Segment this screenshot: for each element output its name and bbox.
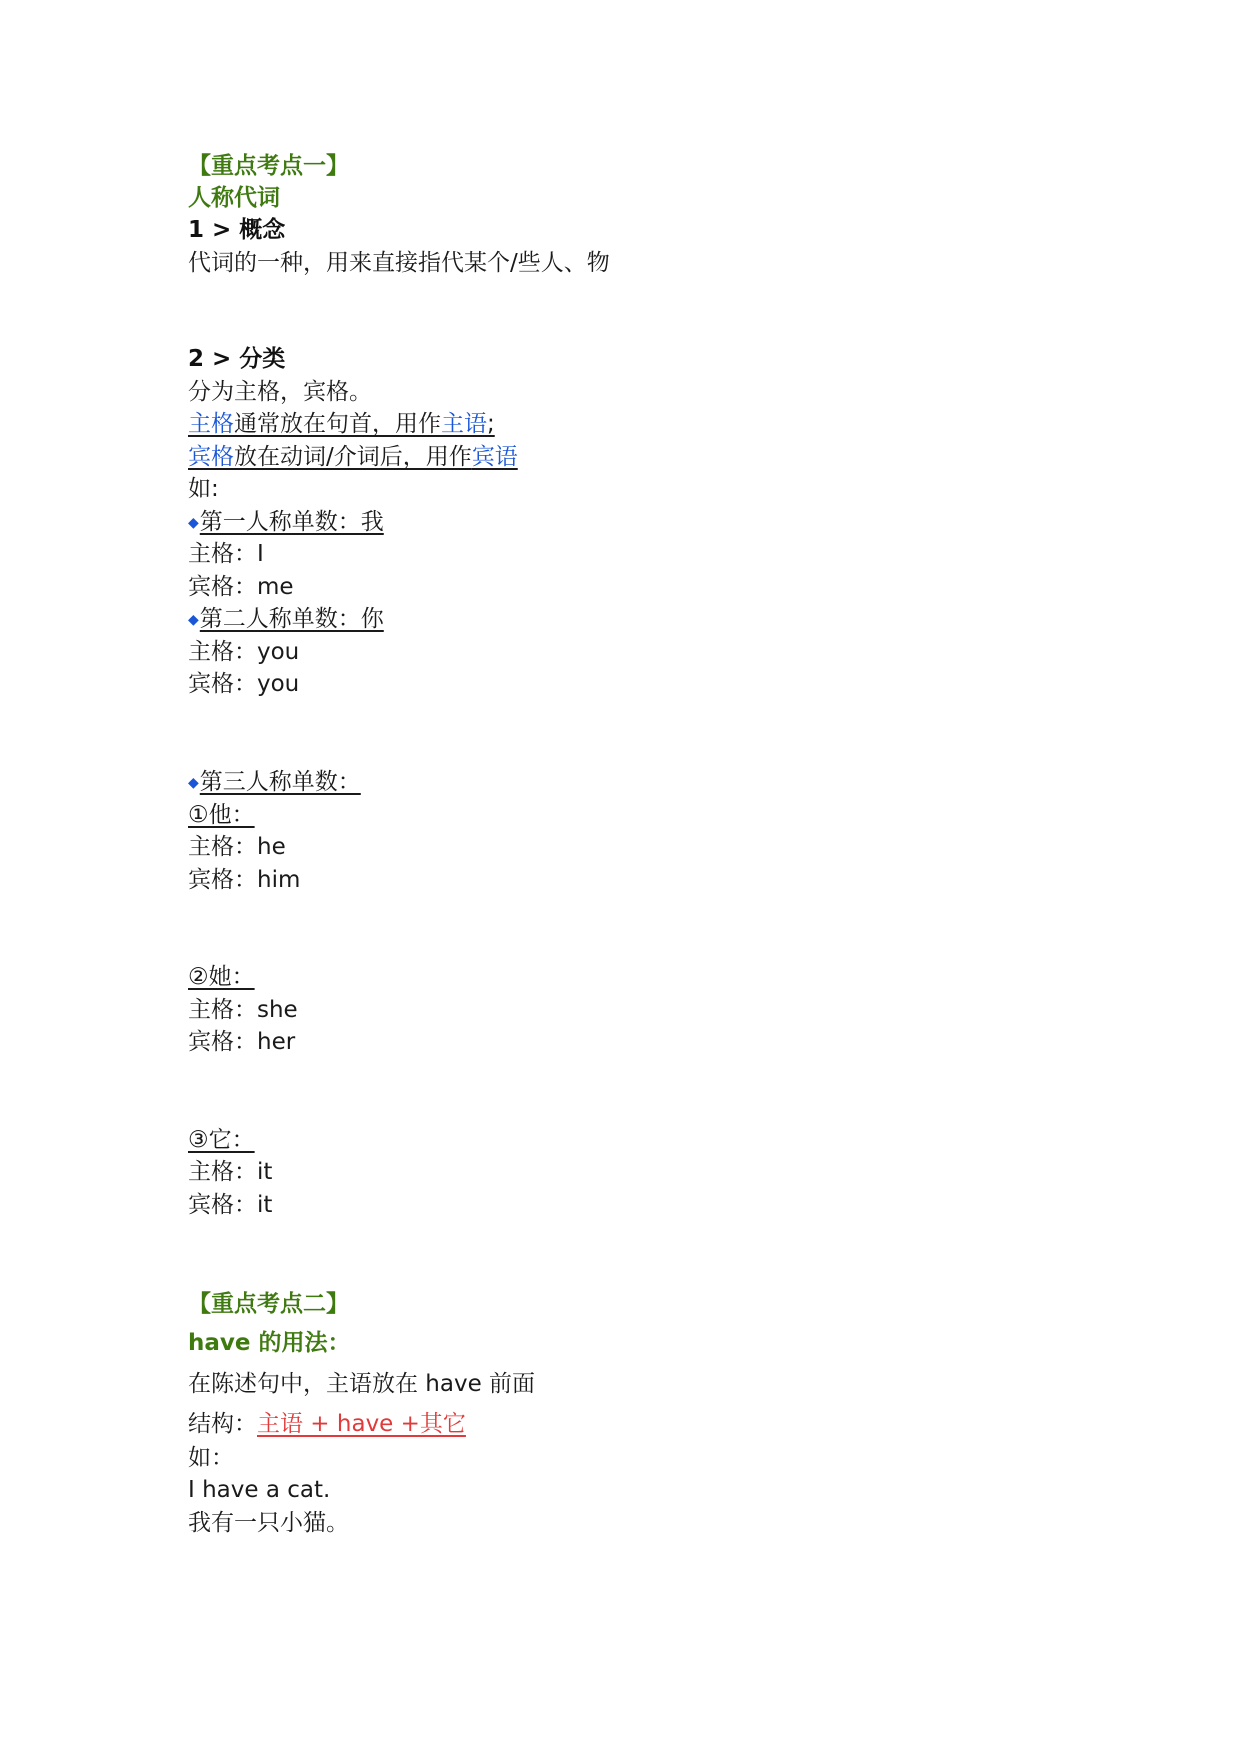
- example-english: I have a cat.: [188, 1477, 331, 1503]
- third-person-text: 第三人称单数：: [199, 769, 361, 795]
- section1-title: 人称代词: [188, 185, 280, 211]
- third-person-label: [188, 768, 361, 797]
- third-person-it-nominative: 主格：it: [188, 1159, 273, 1185]
- nominative-role: 主语: [441, 411, 487, 437]
- third-person-he-objective: 宾格：him: [188, 867, 301, 893]
- concept-text: 代词的一种，用来直接指代某个/些人、物: [188, 250, 610, 276]
- third-person-she-nominative: 主格：she: [188, 997, 298, 1023]
- third-person-it-label: ③它：: [188, 1127, 255, 1153]
- diamond-bullet-icon: ◆: [188, 612, 199, 628]
- concept-heading: 1 > 概念: [188, 217, 286, 243]
- example-label: 如:: [188, 476, 219, 502]
- section2-example-label: 如：: [188, 1445, 234, 1471]
- classify-text: 分为主格，宾格。: [188, 379, 372, 405]
- nominative-term: 主格: [188, 411, 234, 437]
- third-person-he-label: ①他：: [188, 802, 255, 828]
- nominative-desc: 通常放在句首，用作: [234, 411, 441, 437]
- second-person-objective: 宾格：you: [188, 671, 300, 697]
- example-chinese: 我有一只小猫。: [188, 1510, 349, 1536]
- section1-heading: 【重点考点一】: [188, 153, 349, 179]
- objective-desc: 放在动词/介词后，用作: [234, 444, 472, 470]
- diamond-bullet-icon: ◆: [188, 515, 199, 531]
- section2-heading: 【重点考点二】: [188, 1291, 349, 1317]
- structure-line: [188, 1410, 466, 1438]
- third-person-she-objective: 宾格：her: [188, 1029, 296, 1055]
- third-person-she-label: ②她：: [188, 964, 255, 990]
- nominative-rule: [188, 410, 495, 438]
- diamond-bullet-icon: ◆: [188, 775, 199, 791]
- second-person-nominative: 主格：you: [188, 639, 300, 665]
- second-person-text: 第二人称单数：你: [199, 606, 384, 632]
- objective-term: 宾格: [188, 444, 234, 470]
- nominative-end: ;: [487, 411, 495, 437]
- first-person-text: 第一人称单数：我: [199, 509, 384, 535]
- classify-heading: 2 > 分类: [188, 346, 286, 372]
- structure-formula: 主语 + have +其它: [257, 1411, 466, 1437]
- third-person-he-nominative: 主格：he: [188, 834, 286, 860]
- first-person-label: [188, 508, 384, 537]
- document-page: [188, 0, 1188, 1754]
- second-person-label: [188, 605, 384, 634]
- objective-role: 宾语: [471, 444, 518, 470]
- first-person-nominative: 主格：I: [188, 541, 264, 567]
- first-person-objective: 宾格：me: [188, 574, 294, 600]
- structure-label: 结构：: [188, 1411, 257, 1437]
- third-person-it-objective: 宾格：it: [188, 1192, 273, 1218]
- section2-title: have 的用法：: [188, 1330, 351, 1356]
- section2-rule: 在陈述句中，主语放在 have 前面: [188, 1371, 536, 1397]
- objective-rule: [188, 443, 518, 471]
